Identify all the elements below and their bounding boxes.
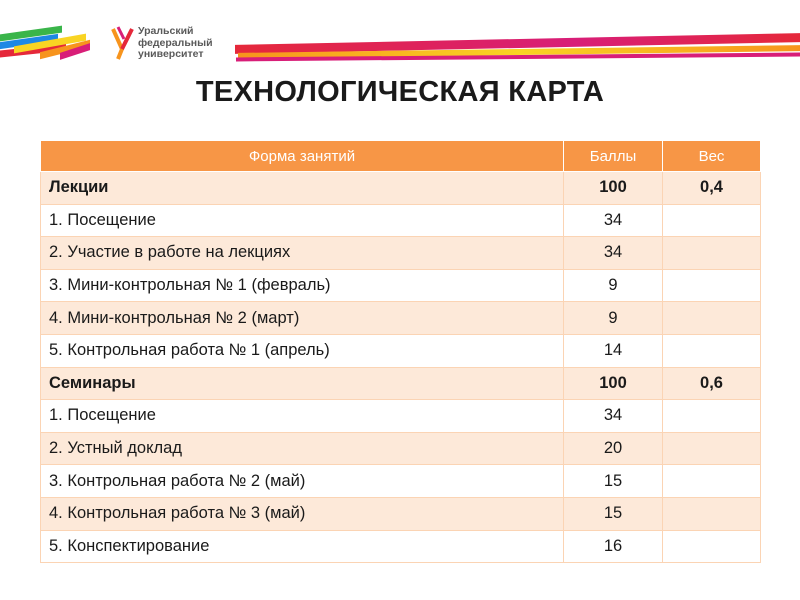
cell-name: 3. Контрольная работа № 2 (май) <box>41 465 564 498</box>
cell-name: 5. Контрольная работа № 1 (апрель) <box>41 334 564 367</box>
grading-table <box>40 140 761 563</box>
header-points: Баллы <box>564 141 663 172</box>
university-logo <box>110 25 250 65</box>
cell-weight: 0,6 <box>663 367 761 400</box>
cell-name: Семинары <box>41 367 564 400</box>
cell-weight <box>663 465 761 498</box>
cell-name: 2. Участие в работе на лекциях <box>41 237 564 270</box>
table-row <box>41 204 761 237</box>
cell-points: 20 <box>564 432 663 465</box>
cell-name: 5. Конспектирование <box>41 530 564 563</box>
table-row-section <box>41 367 761 400</box>
cell-weight <box>663 237 761 270</box>
university-logo-icon <box>110 25 136 61</box>
logo-line-2: федеральный <box>138 36 213 49</box>
cell-name: 1. Посещение <box>41 204 564 237</box>
cell-weight <box>663 530 761 563</box>
cell-name: Лекции <box>41 172 564 205</box>
page-title: ТЕХНОЛОГИЧЕСКАЯ КАРТА <box>195 76 605 108</box>
cell-weight <box>663 269 761 302</box>
cell-points: 34 <box>564 237 663 270</box>
table-header-row <box>41 141 761 172</box>
table-row <box>41 269 761 302</box>
cell-points: 16 <box>564 530 663 563</box>
table-row <box>41 432 761 465</box>
university-name <box>138 26 213 61</box>
cell-weight <box>663 204 761 237</box>
table-row <box>41 302 761 335</box>
logo-line-1: Уральский <box>138 25 194 37</box>
cell-points: 34 <box>564 400 663 433</box>
table-row <box>41 334 761 367</box>
cell-points: 15 <box>564 497 663 530</box>
header-weight: Вес <box>663 141 761 172</box>
cell-points: 34 <box>564 204 663 237</box>
cell-points: 9 <box>564 269 663 302</box>
cell-weight <box>663 497 761 530</box>
table-row <box>41 237 761 270</box>
header-form: Форма занятий <box>41 141 564 172</box>
cell-weight <box>663 400 761 433</box>
cell-points: 100 <box>564 172 663 205</box>
cell-weight <box>663 432 761 465</box>
table-row <box>41 465 761 498</box>
cell-points: 14 <box>564 334 663 367</box>
table-row <box>41 497 761 530</box>
table-row <box>41 400 761 433</box>
table-row <box>41 530 761 563</box>
table-row-section <box>41 172 761 205</box>
cell-name: 4. Контрольная работа № 3 (май) <box>41 497 564 530</box>
cell-weight <box>663 334 761 367</box>
cell-name: 3. Мини-контрольная № 1 (февраль) <box>41 269 564 302</box>
cell-points: 15 <box>564 465 663 498</box>
cell-name: 2. Устный доклад <box>41 432 564 465</box>
cell-weight <box>663 302 761 335</box>
cell-points: 9 <box>564 302 663 335</box>
cell-name: 1. Посещение <box>41 400 564 433</box>
cell-weight: 0,4 <box>663 172 761 205</box>
cell-points: 100 <box>564 367 663 400</box>
logo-line-3: университет <box>138 48 204 60</box>
cell-name: 4. Мини-контрольная № 2 (март) <box>41 302 564 335</box>
